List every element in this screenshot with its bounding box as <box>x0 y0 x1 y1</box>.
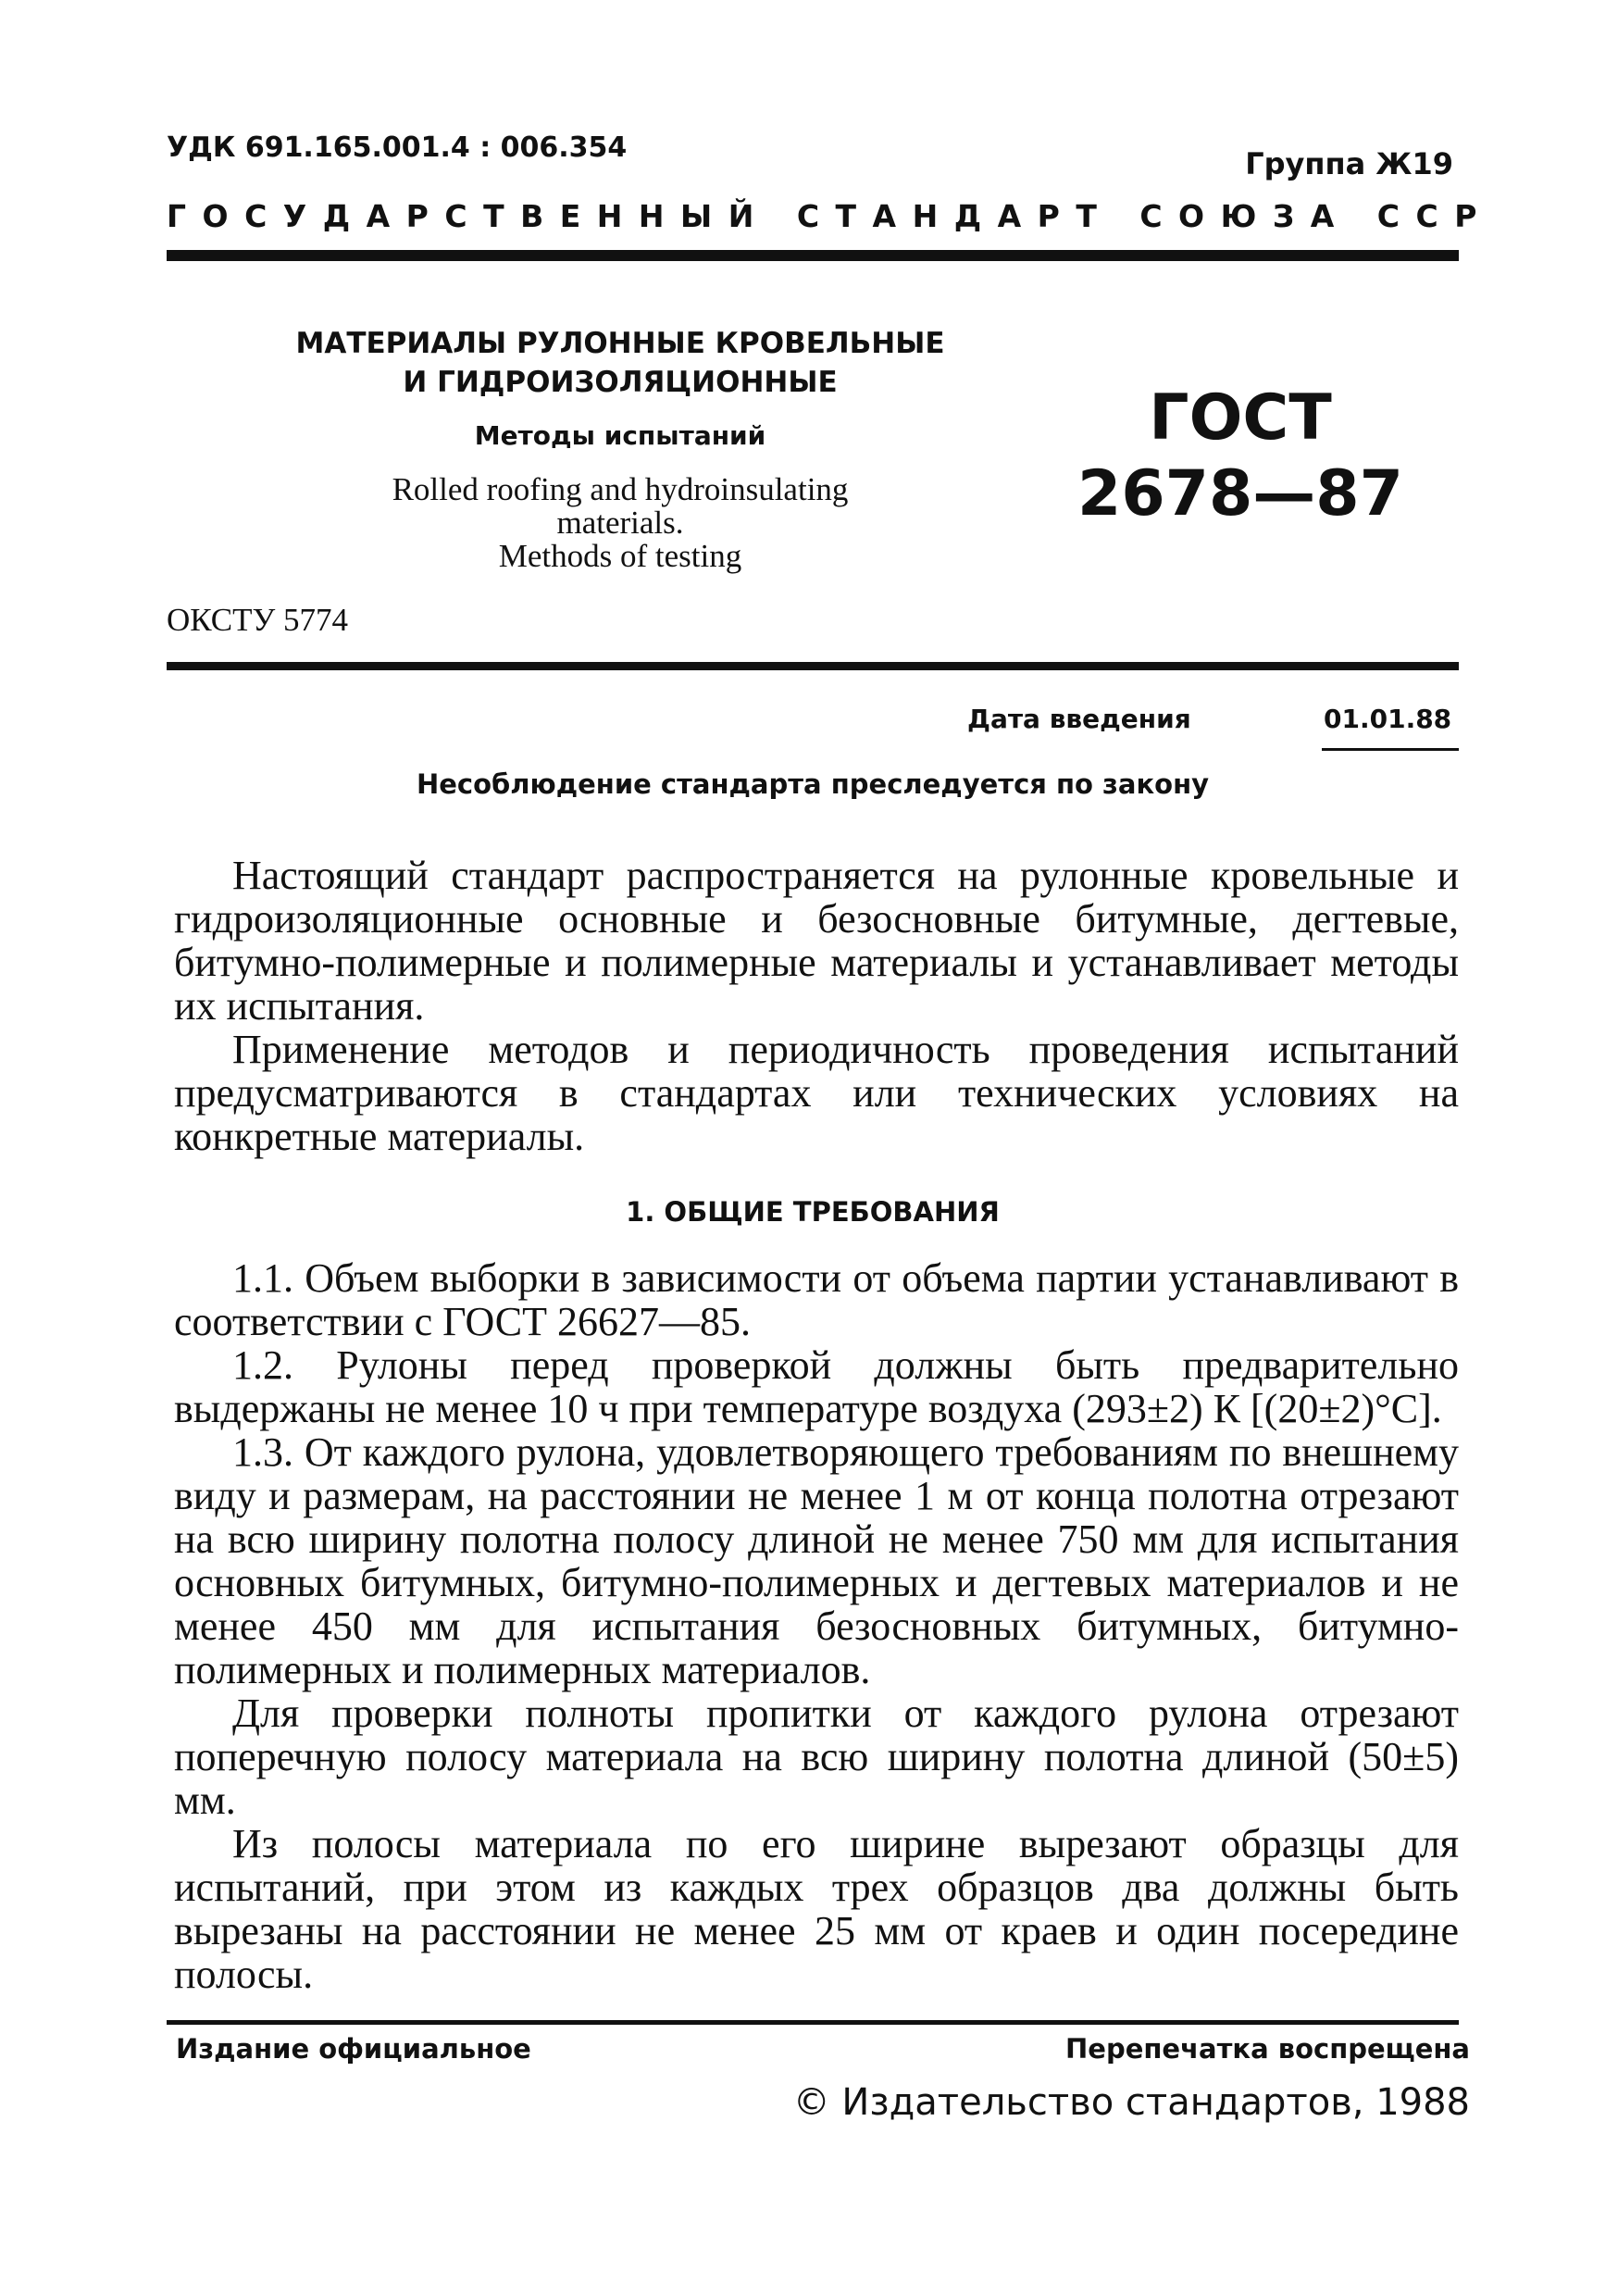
title-line-1: МАТЕРИАЛЫ РУЛОННЫЕ КРОВЕЛЬНЫЕ <box>295 327 945 360</box>
section-paragraph: Из полосы материала по его ширине вырезают образцы для испытаний, при этом из каждых трех образцов два должны быть вырезаны на расстоянии не менее 25 мм от краев и один посередине полосы. <box>174 1821 1459 1997</box>
section-paragraph: 1.3. От каждого рулона, удовлетворяющего требованиям по внешнему виду и размерам, на расстоянии не менее 1 м от конца полотна отрезают на всю ширину полотна полосу длиной не менее 750 мм для испытания основных битумных, битумно-полимерных и дегтевых материалов и не менее 450 мм для испытания безосновных битумных, битумно-полимерных и полимерных материалов. <box>174 1429 1459 1692</box>
okstu-code: ОКСТУ 5774 <box>167 602 349 638</box>
udk-code: УДК 691.165.001.4 : 006.354 <box>167 131 628 164</box>
introduction-text <box>174 854 1459 1158</box>
english-title-line-2: materials. <box>556 505 684 541</box>
group-code: Группа Ж19 <box>1245 146 1453 181</box>
english-title-line-3: Methods of testing <box>498 538 742 574</box>
date-underline <box>1322 748 1459 751</box>
header-rule <box>167 662 1459 670</box>
copyright-notice: © Издательство стандартов, 1988 <box>792 2081 1470 2124</box>
gost-label: ГОСТ <box>1149 381 1332 455</box>
introduction-date-value: 01.01.88 <box>1324 704 1452 734</box>
legal-warning: Несоблюдение стандарта преследуется по закону <box>416 768 1210 800</box>
section-heading: 1. ОБЩИЕ ТРЕБОВАНИЯ <box>626 1196 1000 1228</box>
introduction-date-label: Дата введения <box>967 704 1191 734</box>
gost-designation <box>1064 381 1416 531</box>
english-title <box>268 473 972 573</box>
gost-number: 2678—87 <box>1077 457 1403 530</box>
title-line-2: И ГИДРОИЗОЛЯЦИОННЫЕ <box>403 366 838 399</box>
section-paragraph: 1.1. Объем выборки в зависимости от объема партии устанавливают в соответствии с ГОСТ 26627—85. <box>174 1255 1459 1344</box>
state-standard-title: ГОСУДАРСТВЕННЫЙ СТАНДАРТ СОЮЗА ССР <box>167 198 1493 234</box>
section-paragraph: Для проверки полноты пропитки от каждого рулона отрезают поперечную полосу материала на всю ширину полотна длиной (50±5) мм. <box>174 1691 1459 1823</box>
reprint-prohibited-label: Перепечатка воспрещена <box>1065 2033 1470 2065</box>
title-block <box>268 324 972 573</box>
english-title-line-1: Rolled roofing and hydroinsulating <box>392 471 849 507</box>
official-edition-label: Издание официальное <box>176 2033 531 2065</box>
footer-rule <box>167 2020 1459 2025</box>
section-1-text <box>174 1256 1459 1996</box>
subtitle: Методы испытаний <box>474 420 766 451</box>
intro-paragraph: Настоящий стандарт распространяется на рулонные кровельные и гидроизоляционные основные и безосновные битумные, дегтевые, битумно-полимерные и полимерные материалы и устанавливает методы их испытания. <box>174 853 1459 1029</box>
section-paragraph: 1.2. Рулоны перед проверкой должны быть предварительно выдержаны не менее 10 ч при температуре воздуха (293±2) К [(20±2)°С]. <box>174 1342 1459 1431</box>
top-rule <box>167 250 1459 261</box>
intro-paragraph: Применение методов и периодичность проведения испытаний предусматриваются в стандартах или технических условиях на конкретные материалы. <box>174 1027 1459 1159</box>
